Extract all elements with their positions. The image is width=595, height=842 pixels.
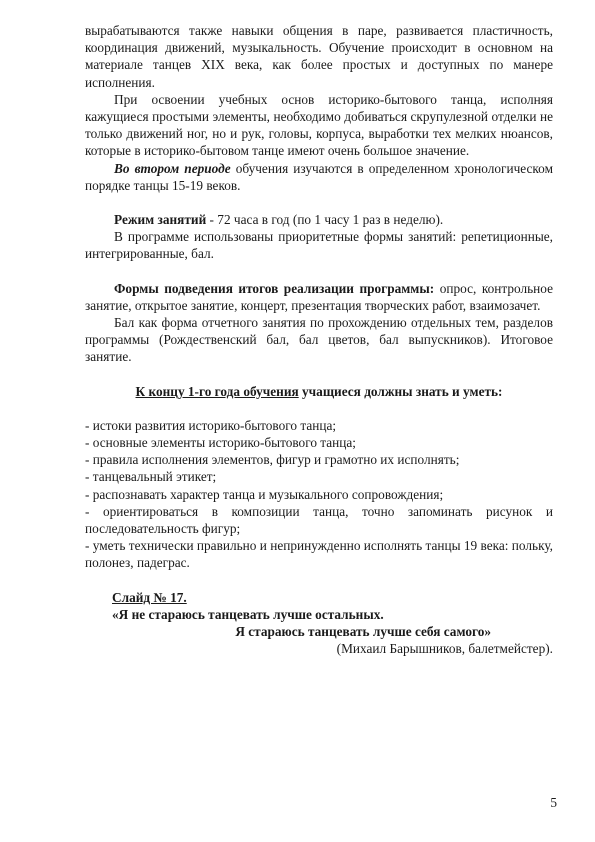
paragraph-results [85, 280, 553, 314]
list-item: - истоки развития историко-бытового танца; [85, 417, 337, 433]
list-item: - правила исполнения элементов, фигур и грамотно их исполнять; [85, 452, 460, 468]
paragraph-schedule [85, 211, 553, 228]
paragraph-intro-continuation: вырабатываются также навыки общения в паре, развивается пластичность, координация движений, музыкальность. Обучение происходит в основном на материале танцев XIX века, как более простых и доступных по манере исполнения. [85, 23, 553, 90]
second-period-text: обучения изучаются в определенном хронологическом порядке танцы 15-19 веков. [85, 160, 553, 193]
schedule-text: - 72 часа в год (по 1 часу 1 раз в неделю). [206, 212, 444, 228]
paragraph-second-period [85, 160, 553, 194]
page-number: 5 [550, 795, 557, 810]
schedule-label: Режим занятий [114, 212, 207, 228]
quote-author: (Михаил Барышников, балетмейстер). [336, 641, 553, 657]
text-column [85, 22, 553, 658]
quote-line-2: Я стараюсь танцевать лучше себя самого» [235, 624, 491, 640]
list-item: - ориентироваться в композиции танца, точно запоминать рисунок и последовательность фигур; [85, 503, 553, 537]
list-item: - танцевальный этикет; [85, 469, 217, 485]
slide-block [112, 589, 553, 658]
goals-heading-rest: учащиеся должны знать и уметь: [298, 383, 503, 399]
paragraph-technique: При освоении учебных основ историко-бытового танца, исполняя кажущиеся простыми элементы, необходимо добиваться скрупулезной отделки не только движений ног, но и рук, головы, корпуса, выработки тех мелких нюансов, которые в историко-бытовом танце имеют очень большое значение. [85, 91, 553, 159]
goals-list [85, 417, 553, 572]
second-period-label: Во втором периоде [114, 160, 231, 176]
quote-line-1: «Я не стараюсь танцевать лучше остальных. [112, 606, 384, 622]
goals-heading [85, 383, 553, 400]
goals-heading-underlined: К концу 1-го года обучения [135, 383, 299, 399]
paragraph-ball: Бал как форма отчетного занятия по прохождению отдельных тем, разделов программы (Рождественский бал, бал цветов, бал выпускников). Итоговое занятие. [85, 315, 553, 365]
paragraph-forms: В программе использованы приоритетные формы занятий: репетиционные, интегрированные, бал. [85, 229, 553, 262]
list-item: - распознавать характер танца и музыкального сопровождения; [85, 486, 444, 502]
results-label: Формы подведения итогов реализации программы: [114, 280, 435, 296]
slide-label: Слайд № 17. [112, 589, 187, 605]
results-text: опрос, контрольное занятие, открытое занятие, концерт, презентация творческих работ, взаимозачет. [85, 280, 553, 313]
list-item: - уметь технически правильно и непринужденно исполнять танцы 19 века: польку, полонез, падеграс. [85, 538, 553, 571]
list-item: - основные элементы историко-бытового танца; [85, 435, 357, 451]
